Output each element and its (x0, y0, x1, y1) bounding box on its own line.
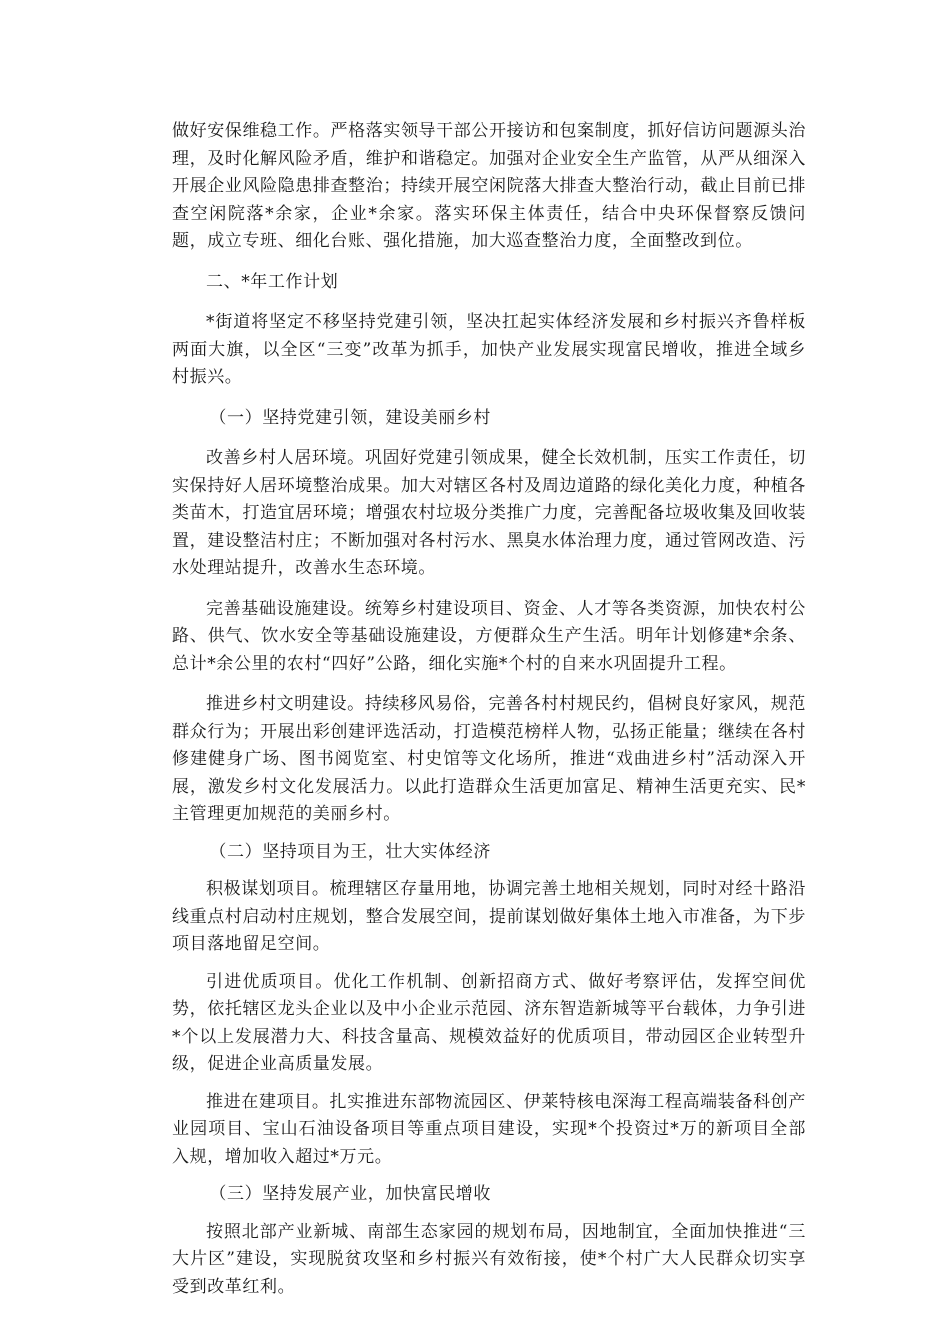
paragraph-infrastructure: 完善基础设施建设。统筹乡村建设项目、资金、人才等各类资源，加快农村公路、供气、饮水安全等基础设施建设，方便群众生产生活。明年计划修建*余条、总计*余公里的农村“四好”公路，细化实施*个村的自来水巩固提升工程。 (172, 598, 806, 674)
paragraph-ongoing-projects: 推进在建项目。扎实推进东部物流园区、伊莱特核电深海工程高端装备科创产业园项目、宝山石油设备项目等重点项目建设，实现*个投资过*万的新项目全部入规，增加收入超过*万元。 (172, 1091, 806, 1167)
subsection-title-projects: （二）坚持项目为王，壮大实体经济 (209, 841, 491, 862)
paragraph-industry-layout: 按照北部产业新城、南部生态家园的规划布局，因地制宜，全面加快推进“三大片区”建设，实现脱贫攻坚和乡村振兴有效衔接，使*个村广大人民群众切实享受到改革红利。 (172, 1221, 806, 1297)
subsection-title-party-building: （一）坚持党建引领，建设美丽乡村 (209, 407, 491, 428)
paragraph-plan-projects: 积极谋划项目。梳理辖区存量用地，协调完善土地相关规划，同时对经十路沿线重点村启动村庄规划，整合发展空间，提前谋划做好集体土地入市准备，为下步项目落地留足空间。 (172, 879, 806, 954)
paragraph-work-plan-intro: *街道将坚定不移坚持党建引领，坚决扛起实体经济发展和乡村振兴齐鲁样板两面大旗，以全区“三变”改革为抓手，加快产业发展实现富民增收，推进全域乡村振兴。 (172, 312, 806, 387)
document-page (172, 118, 806, 1301)
paragraph-introduce-projects: 引进优质项目。优化工作机制、创新招商方式、做好考察评估，发挥空间优势，依托辖区龙头企业以及中小企业示范园、济东智造新城等平台载体，力争引进*个以上发展潜力大、科技含量高、规模效益好的优质项目，带动园区企业转型升级，促进企业高质量发展。 (172, 971, 806, 1074)
paragraph-rural-civilization: 推进乡村文明建设。持续移风易俗，完善各村村规民约，倡树良好家风，规范群众行为；开展出彩创建评选活动，打造模范榜样人物，弘扬正能量；继续在各村修建健身广场、图书阅览室、村史馆等文化场所，推进“戏曲进乡村”活动深入开展，激发乡村文化发展活力。以此打造群众生活更加富足、精神生活更充实、民*主管理更加规范的美丽乡村。 (172, 694, 806, 824)
subsection-title-industry: （三）坚持发展产业，加快富民增收 (209, 1184, 491, 1204)
section-title-work-plan: 二、*年工作计划 (206, 271, 339, 292)
paragraph-security-stability: 做好安保维稳工作。严格落实领导干部公开接访和包案制度，抓好信访问题源头治理，及时化解风险矛盾，维护和谐稳定。加强对企业安全生产监管，从严从细深入开展企业风险隐患排查整治；持续开展空闲院落大排查大整治行动，截止目前已排查空闲院落*余家，企业*余家。落实环保主体责任，结合中央环保督察反馈问题，成立专班、细化台账、强化措施，加大巡查整治力度，全面整改到位。 (172, 121, 806, 251)
paragraph-living-environment: 改善乡村人居环境。巩固好党建引领成果，健全长效机制，压实工作责任，切实保持好人居环境整治成果。加大对辖区各村及周边道路的绿化美化力度，种植各类苗木，打造宜居环境；增强农村垃圾分类推广力度，完善配备垃圾收集及回收装置，建设整洁村庄；不断加强对各村污水、黑臭水体治理力度，通过管网改造、污水处理站提升，改善水生态环境。 (172, 448, 806, 578)
